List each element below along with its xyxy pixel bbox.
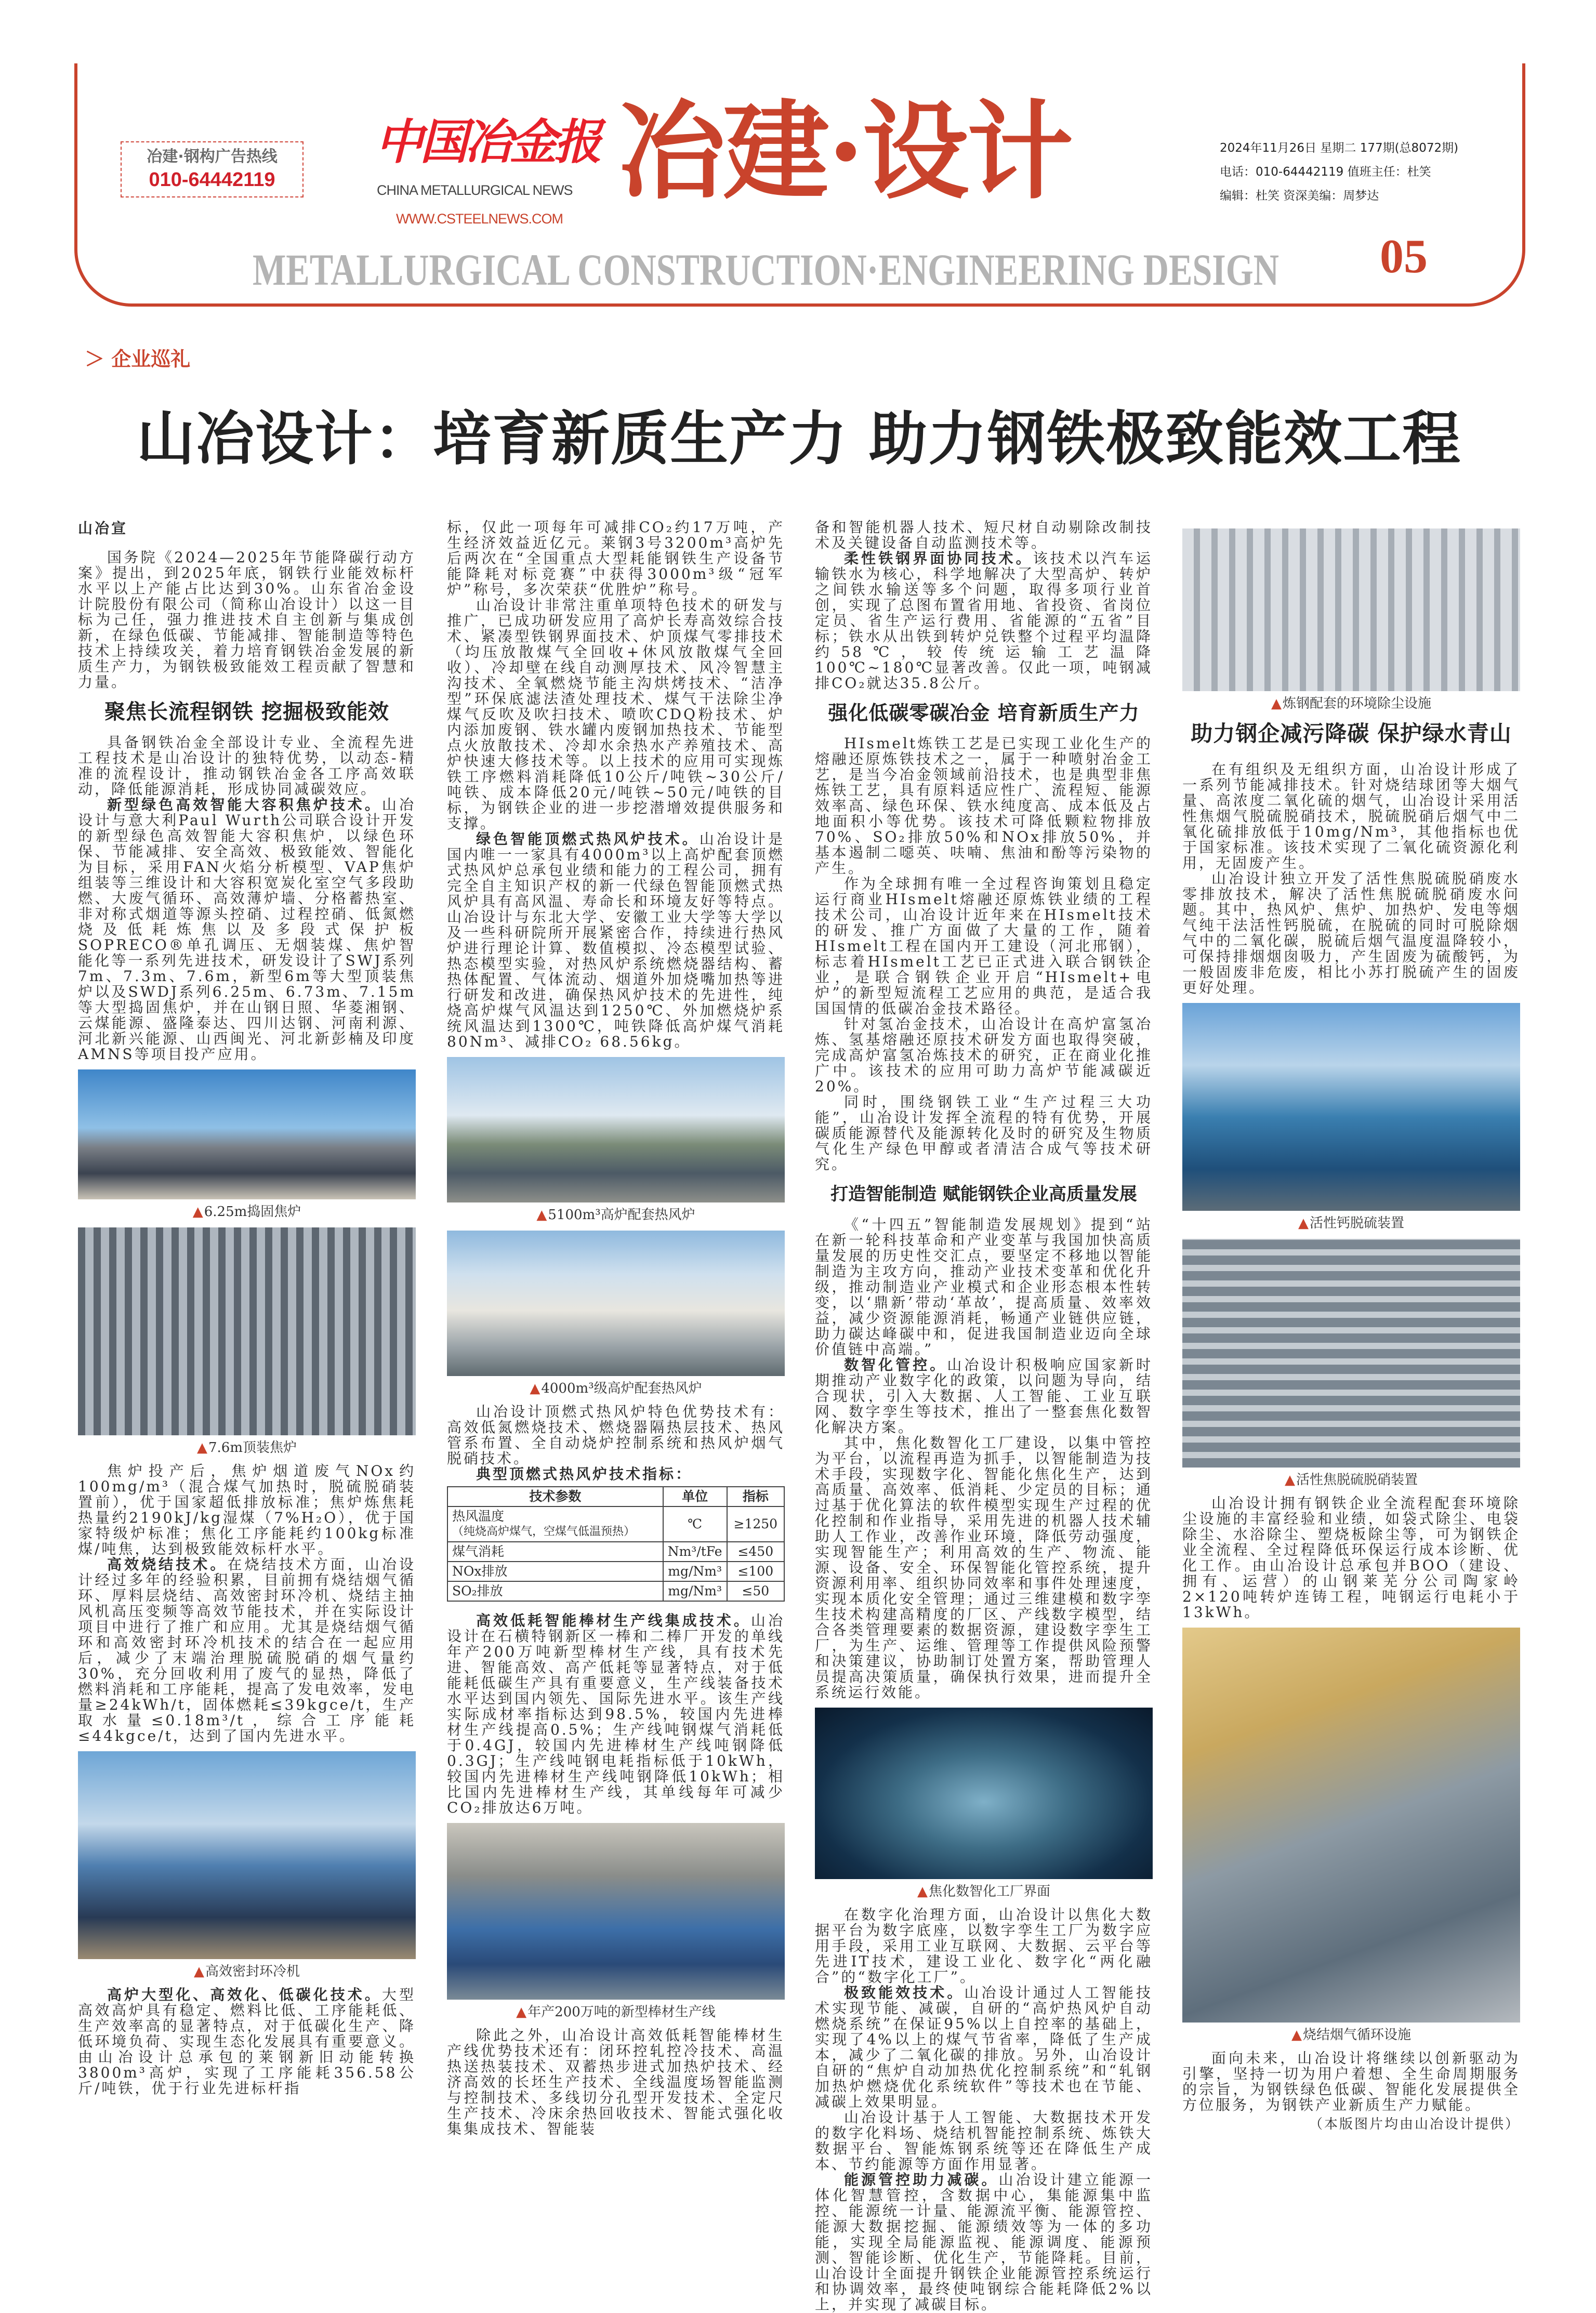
paragraph: 其中，焦化数智化工厂建设，以集中管控为平台，以流程再造为抓手，以智能制造为技术手段，实现数字化、智能化焦化生产，达到高质量、高效率、低消耗、少定员的目标；通过基于优化算法的软件模型实现生产过程的优化控制和作业指导，采用先进的机器人技术辅助人工作业，改善作业环境，降低劳动强度，实现智能生产；利用高效的生产、物流、能源、设备、安全、环保智能化管控系统，提升资源利用率、组织协同效率和事件处理速度，实现本质化安全管理；通过三维建模和数字孪生技术构建高精度的厂区、产线数字模型，结合各类管理要素的数据资源，建设数字孪生工厂，为生产、运维、管理等工作提供风险预警和决策建议，协助制订处置方案，帮助管理人员提高决策质量，确保执行效果，进而提升全系统运行效能。	[815, 1434, 1153, 1701]
column-2	[447, 520, 785, 2137]
paragraph-text: 山冶设计与意大利Paul Wurth公司联合设计开发的新型绿色高效智能大容积焦炉，以绿色环保、节能减排、安全高效、极致能效、智能化为目标，采用FAN火焰分析模型、VAP焦炉组装等三维设计和大容积宽炭化室空气多段助燃、大废气循环、高效薄炉墙、分格蓄热室、非对称式烟道等源头控硝、过程控硝、低氮燃烧及低耗炼焦以及多段式保护板SOPRECO®单孔调压、无烟装煤、焦炉智能化等一系列先进技术，研发设计了SWJ系列7m、7.3m、7.6m，新型6m等大型顶装焦炉以及SWDJ系列6.25m、6.73m、7.15m等大型捣固焦炉，并在山钢日照、华菱湘钢、云煤能源、盛隆泰达、四川达钢、河南利源、河北新兴能源、山西闽光、河北新彭楠及印度AMNS等项目投产应用。	[78, 796, 416, 1063]
column-3	[815, 520, 1153, 2312]
photo-caption	[447, 2004, 785, 2020]
photo-caption	[1182, 1215, 1520, 1232]
ad-hotline-box	[121, 141, 304, 197]
paragraph-text: 山冶设计是国内唯一一家具有4000m³以上高炉配套顶燃式热风炉总承包业绩和能力的工程公司，拥有完全自主知识产权的新一代绿色智能顶燃式热风炉具有高风温、寿命长和环境友好等特点。山冶设计与东北大学、安徽工业大学等大学以及一些科研院所开展紧密合作，持续进行热风炉进行理论计算、数值模拟、冷态模型试验、热态模型实验，对热风炉系统燃烧器结构、蓄热体配置、气体流动、烟道外加烧嘴加热等进行研发和改进，确保热风炉技术的先进性，纯烧高炉煤气风温达到1250℃、外加燃烧炉系统风温达到1300℃，吨铁降低高炉煤气消耗80Nm³、减排CO₂ 68.56kg。	[447, 830, 785, 1050]
lead: 数智化管控。	[844, 1356, 947, 1373]
spacer	[815, 1700, 1153, 1708]
paragraph: 山冶设计基于人工智能、大数据技术开发的数字化料场、烧结机智能控制系统、炼铁大数据平台、智能炼钢系统等还在降低生产成本、节约能源等方面作用显著。	[815, 2109, 1153, 2173]
caption-text: 7.6m顶装焦炉	[208, 1440, 297, 1456]
paragraph: 针对氢冶金技术，山冶设计在高炉富氢冶炼、氢基熔融还原技术研发方面也取得突破，完成高炉富氢冶炼技术的研究，正在商业化推广中。该技术的应用可助力高炉节能减碳近20%。	[815, 1015, 1153, 1095]
unit-cell: mg/Nm³	[663, 1581, 727, 1601]
paragraph: 焦炉投产后，焦炉烟道废气NOx约100mg/m³（混合煤气加热时，脱硫脱硝装置前），优于国家超低排放标准；焦炉炼焦耗热量约2190kJ/kg湿煤（7%H₂O），优于国家特级炉标准；焦化工序能耗约100kg标准煤/吨焦，达到极致能效标杆水平。	[78, 1462, 416, 1557]
paragraph	[447, 1613, 785, 1816]
caption-text: 年产200万吨的新型棒材生产线	[527, 2004, 716, 2020]
newspaper-website[interactable]: WWW.CSTEELNEWS.COM	[396, 211, 563, 227]
paragraph: HIsmelt炼铁工艺是已实现工业化生产的熔融还原炼铁技术之一，属于一种喷射冶金工艺，是当今冶金领域前沿技术，也是典型非焦炼铁工艺，具有原料适应性广、流程短、能源效率高、绿色环保、铁水纯度高、成本低及占地面积小等优势。该技术可降低颗粒物排放70%、SO₂排放50%和NOx排放50%，并基本遏制二噁英、呋喃、焦油和酚等污染物的产生。	[815, 735, 1153, 877]
red-triangle-icon: ▲	[1284, 1472, 1295, 1488]
lead: 新型绿色高效智能大容积焦炉技术。	[107, 796, 382, 813]
lead: 柔性铁钢界面协同技术。	[844, 550, 1033, 567]
subheading: 强化低碳零碳冶金 培育新质生产力	[828, 702, 1140, 724]
caption-text: 4000m³级高炉配套热风炉	[541, 1381, 702, 1396]
value-cell: ≤100	[727, 1562, 784, 1581]
red-triangle-icon: ▲	[196, 1440, 207, 1456]
paragraph: 除此之外，山冶设计高效低耗智能棒材生产线优势技术还有：闭环控轧控冷技术、高温热送热装技术、双蓄热步进式加热炉技术、经济高效的长坯生产技术、全线温度场智能监测与控制技术、多线切分孔型开发技术、全定尺生产技术、冷床余热回收技术、智能式强化收集集成技术、智能装	[447, 2027, 785, 2137]
red-triangle-icon: ▲	[1298, 1215, 1309, 1231]
column-header: 指标	[727, 1487, 784, 1506]
photo-sinter-flue-gas-circulation	[1182, 1628, 1520, 2023]
byline: 山冶宣	[78, 520, 128, 537]
ad-hotline-phone: 010-64442119	[149, 169, 275, 191]
article-title: 山冶设计：培育新质生产力 助力钢铁极致能效工程	[137, 405, 1461, 473]
red-triangle-icon: ▲	[1271, 696, 1282, 711]
red-triangle-icon: ▲	[1291, 2027, 1302, 2043]
paragraph-text: 大型高效高炉具有稳定、燃料比低、工序能耗低、生产效率高的显著特点，对于低碳化生产、降低环境负荷、实现生态化发展具有重要意义。由山冶设计总承包的莱钢新旧动能转换3800m³高炉，实现了工序能耗356.58公斤/吨铁，优于行业先进标杆指	[78, 1986, 416, 2097]
photo-5100-hot-blast-stove	[447, 1057, 785, 1202]
red-triangle-icon: ▲	[193, 1964, 204, 1979]
photo-caption	[78, 1204, 416, 1220]
photo-tamping-coke-oven	[78, 1069, 416, 1199]
paragraph	[78, 1987, 416, 2096]
paragraph: 在数字化治理方面，山冶设计以焦化大数据平台为数字底座，以数字孪生工厂为数字应用手段，采用工业互联网、大数据、云平台等先进IT技术，建设工业化、数字化“两化融合”的“数字化工厂”。	[815, 1906, 1153, 1986]
spacer	[1182, 996, 1520, 1003]
issue-phone: 电话：010-64442119 值班主任：杜笑	[1220, 165, 1431, 179]
photo-caption	[447, 1380, 785, 1397]
paragraph: 国务院《2024—2025年节能降碳行动方案》提出，到2025年底，钢铁行业能效标杆水平以上产能占比达到30%。山东省冶金设计院股份有限公司（简称山冶设计）以这一目标为己任，强力推进技术自主创新与集成创新，在绿色低碳、节能减排、智能制造等特色技术上持续攻关，着力培育钢铁冶金发展的新质生产力，为钢铁极致能效工程贡献了智慧和力量。	[78, 549, 416, 691]
spacer	[1182, 1620, 1520, 1628]
photo-4000-hot-blast-stove	[447, 1231, 785, 1376]
subheading: 助力钢企减污降碳 保护绿水青山	[1191, 721, 1512, 746]
photo-top-charging-coke-oven	[78, 1227, 416, 1435]
hot-blast-stove-spec-table	[447, 1486, 785, 1602]
paragraph: 具备钢铁冶金全部设计专业、全流程先进工程技术是山冶设计的独特优势，以动态-精准的流程设计，推动钢铁冶金各工序高效联动，降低能源消耗，形成协同减碳效应。	[78, 734, 416, 798]
caption-text: 活性焦脱硫脱硝装置	[1296, 1472, 1418, 1488]
value-cell: ≥1250	[727, 1506, 784, 1542]
param-cell: NOx排放	[447, 1562, 663, 1581]
paragraph: 《“十四五”智能制造发展规划》提到“站在新一轮科技革命和产业变革与我国加快高质量发展的历史性交汇点，要坚定不移地以智能制造为主攻方向，推动产业技术变革和优化升级，推动制造业产业模式和企业形态根本性转变，以‘鼎新’带动‘革故’，提高质量、效率效益，减少资源能源消耗，畅通产业链供应链，助力碳达峰碳中和，促进我国制造业迈向全球价值链中高端。”	[815, 1216, 1153, 1358]
red-triangle-icon: ▲	[516, 2004, 527, 2020]
table-row	[447, 1542, 784, 1562]
ad-hotline-label: 冶建·钢构广告热线	[147, 148, 278, 166]
caption-text: 焦化数智化工厂界面	[928, 1884, 1050, 1899]
paragraph: 同时，围绕钢铁工业“生产过程三大功能”，山冶设计发挥全流程的特有优势，开展碳质能源替代及能源转化及时的研究及生物质气化生产绿色甲醇或者清洁合成气等技术研究。	[815, 1093, 1153, 1173]
paragraph: 山冶设计非常注重单项特色技术的研发与推广，已成功研发应用了高炉长寿高效综合技术、紧凑型铁钢界面技术、炉顶煤气零排技术（均压放散煤气全回收+休风放散煤气全回收）、冷却壁在线自动测厚技术、风冷智慧主沟技术、全氧燃烧节能主沟烘烤技术、“洁净型”环保底滤法渣处理技术、煤气干法除尘净煤气反吹及吹扫技术、喷吹CDQ粉技术、炉内添加废钢、铁水罐内废钢加热技术、节能型点火放散技术、冷却水余热水产养殖技术、高炉快速大修技术等。以上技术的应用可实现炼铁工序燃料消耗降低10公斤/吨铁~30公斤/吨铁、成本降低20元/吨铁~50元/吨铁的目标，为钢铁企业的进一步挖潜增效提供服务和支撑。	[447, 597, 785, 832]
photo-caption	[1182, 1472, 1520, 1488]
paragraph-text: 山冶设计通过人工智能技术实现节能、减碳，自研的“高炉热风炉自动燃烧系统”在保证95%以上自控率的基础上，实现了4%以上的煤气节省率，降低了生产成本，减少了二氧化碳的排放。另外，山冶设计自研的“焦炉自动加热优化控制系统”和“轧钢加热炉燃烧优化系统软件”等技术也在节能、减碳上效果明显。	[815, 1984, 1153, 2110]
newspaper-english-name: CHINA METALLURGICAL NEWS	[377, 182, 573, 198]
photo-active-coke-desulfurization	[1182, 1239, 1520, 1468]
red-triangle-icon: ▲	[192, 1204, 203, 1220]
caption-text: 高效密封环冷机	[205, 1964, 300, 1979]
page-number: 05	[1380, 230, 1428, 283]
table-row	[447, 1506, 784, 1542]
red-triangle-icon: ▲	[536, 1207, 547, 1223]
paragraph: 山冶设计独立开发了活性焦脱硫脱硝废水零排放技术，解决了活性焦脱硫脱硝废水问题。其中，热风炉、焦炉、加热炉、发电等烟气纯干法活性钙脱硫，在脱硫的同时可脱除烟气中的二氧化碳，脱硫后烟气温度温降较小，可保持排烟烟囱吸力，产生固废为硫酸钙，为一般固废非危废，相比小苏打脱硫产生的固废更好处理。	[1182, 870, 1520, 996]
value-cell: ≤450	[727, 1542, 784, 1562]
caption-text: 炼钢配套的环境除尘设施	[1282, 696, 1431, 711]
paragraph-text: 在烧结技术方面，山冶设计经过多年的经验积累，目前拥有烧结烟气循环、厚料层烧结、高效密封环冷机、烧结主抽风机高压变频等高效节能技术，并在实际设计项目中进行了推广和应用。尤其是烧结烟气循环和高效密封环冷机技术的结合在一起应用后，减少了末端治理脱硫脱硝的烟气量约30%，充分回收利用了废气的显热，降低了燃料消耗和工序能耗，提高了发电效率，发电量≥24kWh/t，固体燃耗≤39kgce/t，生产取水量≤0.18m³/t，综合工序能耗≤44kgce/t，达到了国内先进水平。	[78, 1556, 416, 1744]
subheading: 打造智能制造 赋能钢铁企业高质量发展	[830, 1184, 1137, 1205]
paragraph: 山冶设计顶燃式热风炉特色优势技术有：高效低氮燃烧技术、燃烧器隔热层技术、热风管系布置、全自动烧炉控制系统和热风炉烟气脱硝技术。	[447, 1403, 785, 1467]
section-tag: ＞ 企业巡礼	[85, 348, 191, 371]
paragraph	[78, 1557, 416, 1744]
lead: 高炉大型化、高效化、低碳化技术。	[107, 1986, 382, 2003]
photo-credit: （本版图片均由山冶设计提供）	[1309, 2117, 1520, 2132]
section-masthead: 冶建·设计	[618, 89, 1072, 214]
param-note: （纯烧高炉煤气，空煤气低温预热）	[452, 1525, 636, 1538]
paragraph	[447, 831, 785, 1050]
photo-caption	[78, 1963, 416, 1980]
paragraph: 标，仅此一项每年可减排CO₂约17万吨，产生经济效益近亿元。莱钢3号3200m³高炉先后两次在“全国重点大型耗能钢铁生产设备节能降耗对标竞赛”中获得3000m³级“冠军炉”称号，多次荣获“优胜炉”称号。	[447, 519, 785, 598]
param-cell: SO₂排放	[447, 1581, 663, 1601]
column-4	[1182, 528, 1520, 2133]
english-title-text: METALLURGICAL CONSTRUCTION·ENGINEERING DESIGN	[253, 248, 1279, 290]
issue-date: 2024年11月26日 星期二 177期(总8072期)	[1220, 141, 1459, 155]
photo-caption	[1182, 695, 1520, 712]
paragraph-text: 该技术以汽车运输铁水为核心，科学地解决了大型高炉、转炉之间铁水输送等多个问题，取得多项行业首创，实现了总图布置省用地、省投资、省岗位定员、省生产运行费用、省能源的“五省”目标；铁水从出铁到转炉兑铁整个过程平均温降约58℃，较传统运输工艺温降100℃~180℃显著改善。仅此一项，吨钢减排CO₂就达35.8公斤。	[815, 550, 1153, 692]
table-title-text: 典型顶燃式热风炉技术指标：	[476, 1465, 693, 1483]
photo-caption	[1182, 2027, 1520, 2043]
paragraph: 备和智能机器人技术、短尺材自动剔除改制技术及关键设备自动监测技术等。	[815, 519, 1153, 551]
table-title	[447, 1466, 785, 1482]
photo-bar-production-line	[447, 1823, 785, 2000]
column-header: 单位	[663, 1487, 727, 1506]
photo-caption	[78, 1439, 416, 1456]
paragraph: 在有组织及无组织方面，山冶设计形成了一系列节能减排技术。针对烧结球团等大烟气量、高浓度二氧化硫的烟气，山冶设计采用活性焦烟气脱硫脱硝技术，脱硫脱硝后烟气中二氧化硫排放低于10mg/Nm³，其他指标也优于国家标准。该技术实现了二氧化硫资源化利用，无固废产生。	[1182, 761, 1520, 871]
newspaper-logo: 中国冶金报	[375, 114, 599, 170]
param-name: 热风温度	[452, 1509, 505, 1524]
unit-cell: mg/Nm³	[663, 1562, 727, 1581]
table-header-row	[447, 1487, 784, 1506]
photo-dust-removal-facility	[1182, 528, 1520, 691]
param-cell	[447, 1506, 663, 1542]
table-row	[447, 1562, 784, 1581]
spacer	[78, 1744, 416, 1751]
caption-text: 6.25m捣固焦炉	[204, 1204, 301, 1220]
paragraph: 面向未来，山冶设计将继续以创新驱动为引擎，坚持一切为用户着想、全生命周期服务的宗旨，为钢铁绿色低碳、智能化发展提供全方位服务，为钢铁产业新质生产力赋能。	[1182, 2050, 1520, 2113]
photo-ring-cooler	[78, 1751, 416, 1959]
paragraph	[815, 2172, 1153, 2312]
table-row	[447, 1581, 784, 1601]
lead: 能源管控助力减碳。	[844, 2171, 999, 2188]
red-triangle-icon: ▲	[917, 1884, 928, 1899]
paragraph	[815, 1985, 1153, 2110]
spacer	[447, 1050, 785, 1057]
column-header: 技术参数	[447, 1487, 663, 1506]
spacer	[78, 1062, 416, 1069]
unit-cell: ℃	[663, 1506, 727, 1542]
paragraph-text: 山冶设计积极响应国家新时期推动产业数字化的政策，以问题为导向，结合现状，引入大数据、人工智能、工业互联网、数字孪生等技术，推出了一整套焦化数智化解决方案。	[815, 1356, 1153, 1436]
caption-text: 活性钙脱硫装置	[1309, 1215, 1404, 1231]
photo-caption	[815, 1883, 1153, 1900]
subheading: 聚焦长流程钢铁 挖掘极致能效	[104, 700, 389, 724]
spacer	[447, 1816, 785, 1823]
photo-caption	[447, 1207, 785, 1223]
paragraph	[815, 1357, 1153, 1435]
lead: 绿色智能顶燃式热风炉技术。	[476, 830, 700, 848]
lead: 高效烧结技术。	[107, 1556, 228, 1573]
photo-digital-factory-interface	[815, 1708, 1153, 1879]
caption-text: 5100m³高炉配套热风炉	[548, 1207, 695, 1223]
caption-text: 烧结烟气循环设施	[1302, 2027, 1411, 2043]
paragraph: 山冶设计拥有钢铁企业全流程配套环境除尘设施的丰富经验和业绩，如袋式除尘、电袋除尘、水浴除尘、塑烧板除尘等，可为钢铁企业全流程、全过程降低环保运行成本诊断、优化工作。由山冶设计总承包并BOO（建设、拥有、运营）的山钢莱芜分公司陶家岭2×120吨转炉连铸工程，吨钢运行电耗小于13kWh。	[1182, 1495, 1520, 1621]
lead: 极致能效技术。	[844, 1984, 965, 2001]
lead: 高效低耗智能棒材生产线集成技术。	[476, 1612, 751, 1629]
value-cell: ≤50	[727, 1581, 784, 1601]
red-triangle-icon: ▲	[530, 1381, 540, 1396]
issue-editors: 编辑：杜笑 资深美编：周梦达	[1220, 189, 1379, 203]
paragraph: 作为全球拥有唯一全过程咨询策划且稳定运行商业HIsmelt熔融还原炼铁业绩的工程技术公司，山冶设计近年来在HIsmelt技术的研发、推广方面做了大量的工作，随着HIsmelt工程在国内开工建设（河北邢钢），标志着HIsmelt工艺已正式进入联合钢铁企业，是联合钢铁企业开启“HIsmelt+电炉”的新型短流程工艺应用的典范，是适合我国国情的低碳冶金技术路径。	[815, 875, 1153, 1017]
photo-active-calcium-desulfurization	[1182, 1003, 1520, 1211]
paragraph-text: 山冶设计在石横特钢新区一棒和二棒厂开发的单线年产200万吨新型棒材生产线，具有技术先进、智能高效、高产低耗等显著特点，对于低能耗低碳生产具有重要意义，生产线装备技术水平达到国内领先、国际先进水平。该生产线实际成材率指标达到98.5%，较国内先进棒材生产线提高0.5%；生产线吨钢煤气消耗低于0.4GJ，较国内先进棒材生产线吨钢降低0.3GJ；生产线吨钢电耗指标低于10kWh，较国内先进棒材生产线吨钢降低10kWh；相比国内先进棒材生产线，其单线每年可减少CO₂排放达6万吨。	[447, 1612, 785, 1816]
paragraph	[815, 551, 1153, 691]
english-section-title	[253, 248, 1282, 290]
paragraph-text: 山冶设计建立能源一体化智慧管控，含数据中心，集能源集中监控、能源统一计量、能源流平衡、能源管控、能源大数据挖掘、能源绩效等为一体的多功能，实现全局能源监视、能源调度、能源预测、智能诊断、优化生产，节能降耗。目前，山冶设计全面提升钢铁企业能源管控系统运行和协调效率，最终使吨钢综合能耗降低2%以上，并实现了减碳目标。	[815, 2171, 1153, 2313]
paragraph	[78, 797, 416, 1062]
param-cell: 煤气消耗	[447, 1542, 663, 1562]
unit-cell: Nm³/tFe	[663, 1542, 727, 1562]
column-1	[78, 520, 416, 2096]
issue-info	[1220, 136, 1458, 208]
